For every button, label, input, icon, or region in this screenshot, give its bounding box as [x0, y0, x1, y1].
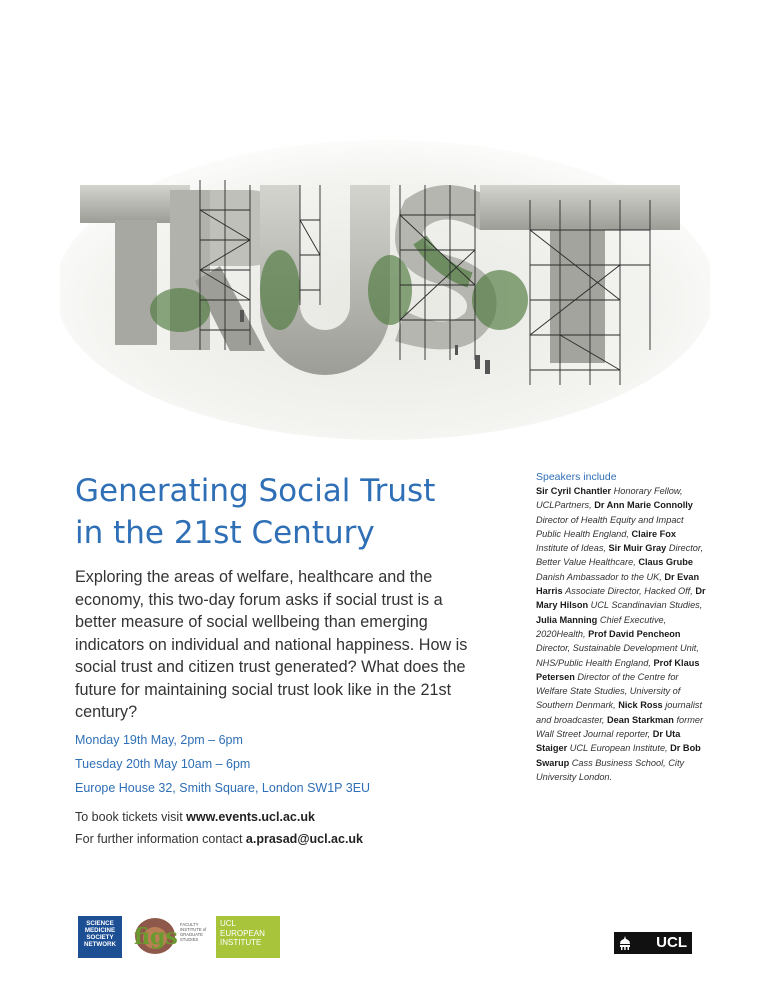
trust-hero-illustration: [60, 90, 710, 450]
speaker-role: Director, Sustainable Development Unit, NHS/Public Health England,: [536, 643, 699, 668]
speaker-name: Dr Ann Marie Connolly: [594, 500, 693, 511]
page-title: [75, 470, 495, 554]
contact-prefix: For further information contact: [75, 832, 246, 846]
speaker-role: Cass Business School, City University London.: [536, 757, 685, 782]
speaker-role: UCL European Institute,: [569, 743, 668, 754]
speaker-name: Dr Mary Hilson: [536, 586, 706, 611]
logo-text: MEDICINE: [84, 927, 116, 934]
speaker-name: Sir Cyril Chantler: [536, 486, 612, 496]
speaker-name: Sir Muir Gray: [608, 543, 667, 554]
speaker-name: Julia Manning: [536, 614, 598, 625]
speaker-name: Nick Ross: [618, 700, 663, 711]
speaker-role: journalist and broadcaster,: [536, 700, 703, 725]
speaker-name: Prof Klaus Petersen: [536, 657, 700, 682]
speaker-role: Director of Health Equity and Impact Public Health England,: [536, 514, 684, 539]
figs-wordmark: figs: [134, 924, 178, 950]
speaker-role: Associate Director, Hacked Off,: [565, 586, 693, 597]
speaker-role: former Wall Street Journal reporter,: [536, 714, 704, 740]
ucl-wordmark: UCL: [656, 934, 687, 951]
speakers-panel: [536, 470, 708, 784]
speaker-name: Dr Evan Harris: [536, 571, 700, 597]
logo-text: NETWORK: [84, 941, 116, 948]
science-medicine-society-network-logo: [78, 916, 122, 958]
speakers-list: [536, 484, 708, 784]
date-tuesday: Tuesday 20th May 10am – 6pm: [75, 757, 251, 771]
speaker-role: Danish Ambassador to the UK,: [536, 571, 662, 582]
logo-text: SOCIETY: [86, 934, 114, 941]
speakers-header: Speakers include: [536, 471, 617, 483]
event-details: [75, 728, 495, 800]
speaker-role: Director, Better Value Healthcare,: [536, 543, 704, 568]
speaker-name: Prof David Pencheon: [588, 628, 681, 639]
contact-email-link[interactable]: a.prasad@ucl.ac.uk: [245, 832, 364, 846]
ucl-logo: [614, 932, 692, 954]
speaker-name: Claire Fox: [631, 528, 676, 539]
date-monday: Monday 19th May, 2pm – 6pm: [75, 733, 243, 747]
contact-line: [75, 828, 495, 850]
figs-subtitle: FACULTY INSTITUTE of GRADUATE STUDIES: [180, 922, 207, 942]
speaker-name: Dr Uta Staiger: [536, 729, 681, 754]
venue-address: Europe House 32, Smith Square, London SW1P 3EU: [75, 781, 371, 795]
speaker-name: Dr Bob Swarup: [536, 743, 701, 768]
speaker-role: Institute of Ideas,: [536, 543, 606, 554]
tickets-link[interactable]: www.events.ucl.ac.uk: [186, 810, 315, 824]
speaker-role: Director of the Centre for Welfare State Studies, University of Southern Denmark,: [536, 671, 681, 711]
figs-logo: [132, 914, 208, 958]
speaker-name: Claus Grube: [638, 557, 693, 568]
logo-text: SCIENCE: [86, 920, 114, 927]
speaker-role: UCL Scandinavian Studies,: [590, 600, 703, 611]
title-line-1: Generating Social Trust: [75, 473, 436, 509]
portico-dome-icon: [619, 935, 631, 951]
speaker-name: Dean Starkman: [607, 714, 674, 725]
speaker-role: Chief Executive, 2020Health,: [536, 614, 667, 639]
intro-paragraph: Exploring the areas of welfare, healthcare and the economy, this two-day forum asks if social trust is a better measure of social wellbeing than emerging indicators on individual and national happiness. How is social trust and citizen trust generated? What does the future for maintaining social trust look like in the 21st century?: [75, 568, 468, 721]
ucl-european-institute-logo: [216, 916, 280, 958]
tickets-line: [75, 806, 495, 828]
logo-text: UCL: [220, 919, 237, 928]
logo-text: INSTITUTE: [220, 938, 262, 947]
logo-text: EUROPEAN: [220, 928, 265, 938]
booking-info: [75, 806, 495, 850]
tickets-prefix: To book tickets visit: [75, 810, 187, 824]
title-line-2: in the 21st Century: [75, 515, 375, 551]
speaker-role: Honorary Fellow, UCLPartners,: [536, 486, 683, 511]
